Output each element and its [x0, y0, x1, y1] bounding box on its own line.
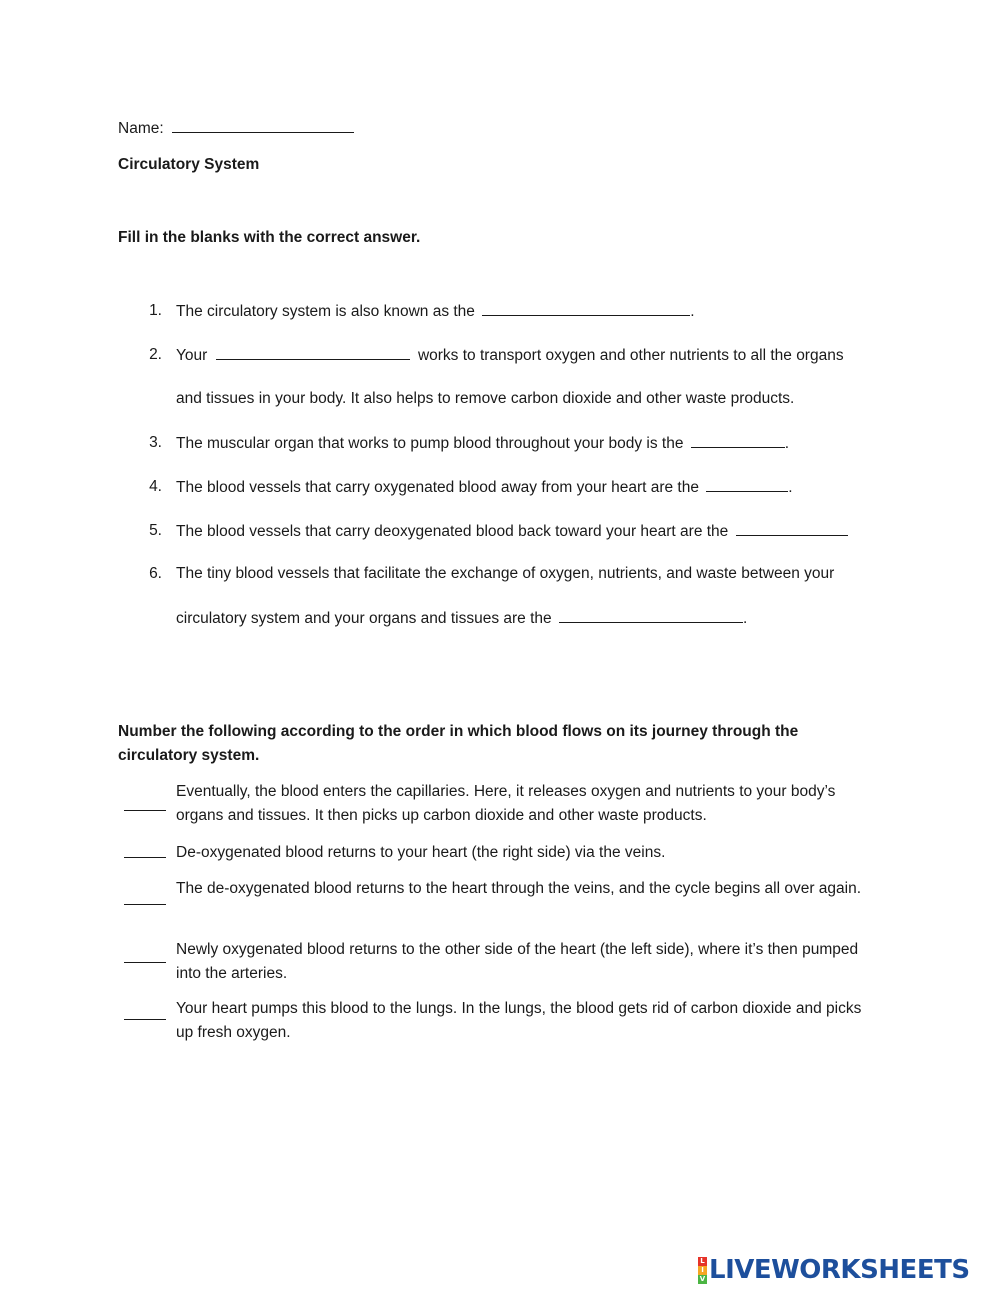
- section2-instruction-line1: Number the following according to the order in which blood flows on its journey through the: [118, 723, 799, 740]
- answer-blank-6[interactable]: [559, 608, 743, 623]
- order-blank-3[interactable]: [124, 904, 166, 905]
- order-item-2: De-oxygenated blood returns to your heart (the right side) via the veins.: [176, 844, 666, 861]
- order-blank-4[interactable]: [124, 962, 166, 963]
- question-3: The muscular organ that works to pump blood throughout your body is the .: [176, 435, 790, 452]
- order-blank-2[interactable]: [124, 857, 166, 858]
- question-number: 4.: [149, 478, 162, 495]
- logo-block: V: [699, 1274, 706, 1283]
- liveworksheets-logo: [698, 1256, 970, 1284]
- question-6-continued: circulatory system and your organs and tissues are the .: [176, 610, 748, 627]
- question-2-continued: and tissues in your body. It also helps to remove carbon dioxide and other waste products.: [176, 390, 795, 407]
- section1-instruction: Fill in the blanks with the correct answer.: [118, 229, 421, 246]
- order-blank-1[interactable]: [124, 810, 166, 811]
- section2-instruction-line2: circulatory system.: [118, 747, 260, 764]
- order-item-3: The de-oxygenated blood returns to the heart through the veins, and the cycle begins all over again.: [176, 880, 862, 897]
- logo-block: I: [698, 1266, 707, 1275]
- question-number: 2.: [149, 346, 162, 363]
- question-2: Your works to transport oxygen and other nutrients to all the organs: [176, 347, 844, 364]
- answer-blank-5[interactable]: [736, 521, 848, 536]
- question-number: 5.: [149, 522, 162, 539]
- question-number: 3.: [149, 434, 162, 451]
- answer-blank-3[interactable]: [691, 433, 785, 448]
- order-item-1: Eventually, the blood enters the capillaries. Here, it releases oxygen and nutrients to your body’s organs and tissues. It then picks up carbon dioxide and other waste products.: [176, 783, 836, 824]
- worksheet-title: Circulatory System: [118, 156, 260, 173]
- logo-block: L: [698, 1257, 707, 1266]
- order-item-4: Newly oxygenated blood returns to the other side of the heart (the left side), where it’s then pumped into the arteries.: [176, 941, 859, 982]
- question-number: 6.: [149, 565, 162, 582]
- name-label: Name:: [118, 120, 164, 137]
- logo-text: LIVEWORKSHEETS: [709, 1255, 970, 1285]
- name-blank[interactable]: [172, 118, 354, 133]
- answer-blank-1[interactable]: [482, 301, 690, 316]
- name-row: [118, 118, 354, 139]
- order-blank-5[interactable]: [124, 1019, 166, 1020]
- logo-blocks-icon: [698, 1257, 707, 1284]
- question-1: The circulatory system is also known as the .: [176, 303, 695, 320]
- question-4: The blood vessels that carry oxygenated blood away from your heart are the .: [176, 479, 793, 496]
- question-6: The tiny blood vessels that facilitate the exchange of oxygen, nutrients, and waste between your: [176, 565, 835, 582]
- order-item-5: Your heart pumps this blood to the lungs. In the lungs, the blood gets rid of carbon dioxide and picks up fresh oxygen.: [176, 1000, 862, 1041]
- question-number: 1.: [149, 302, 162, 319]
- question-5: The blood vessels that carry deoxygenated blood back toward your heart are the: [176, 521, 848, 542]
- answer-blank-2[interactable]: [216, 345, 410, 360]
- answer-blank-4[interactable]: [706, 477, 788, 492]
